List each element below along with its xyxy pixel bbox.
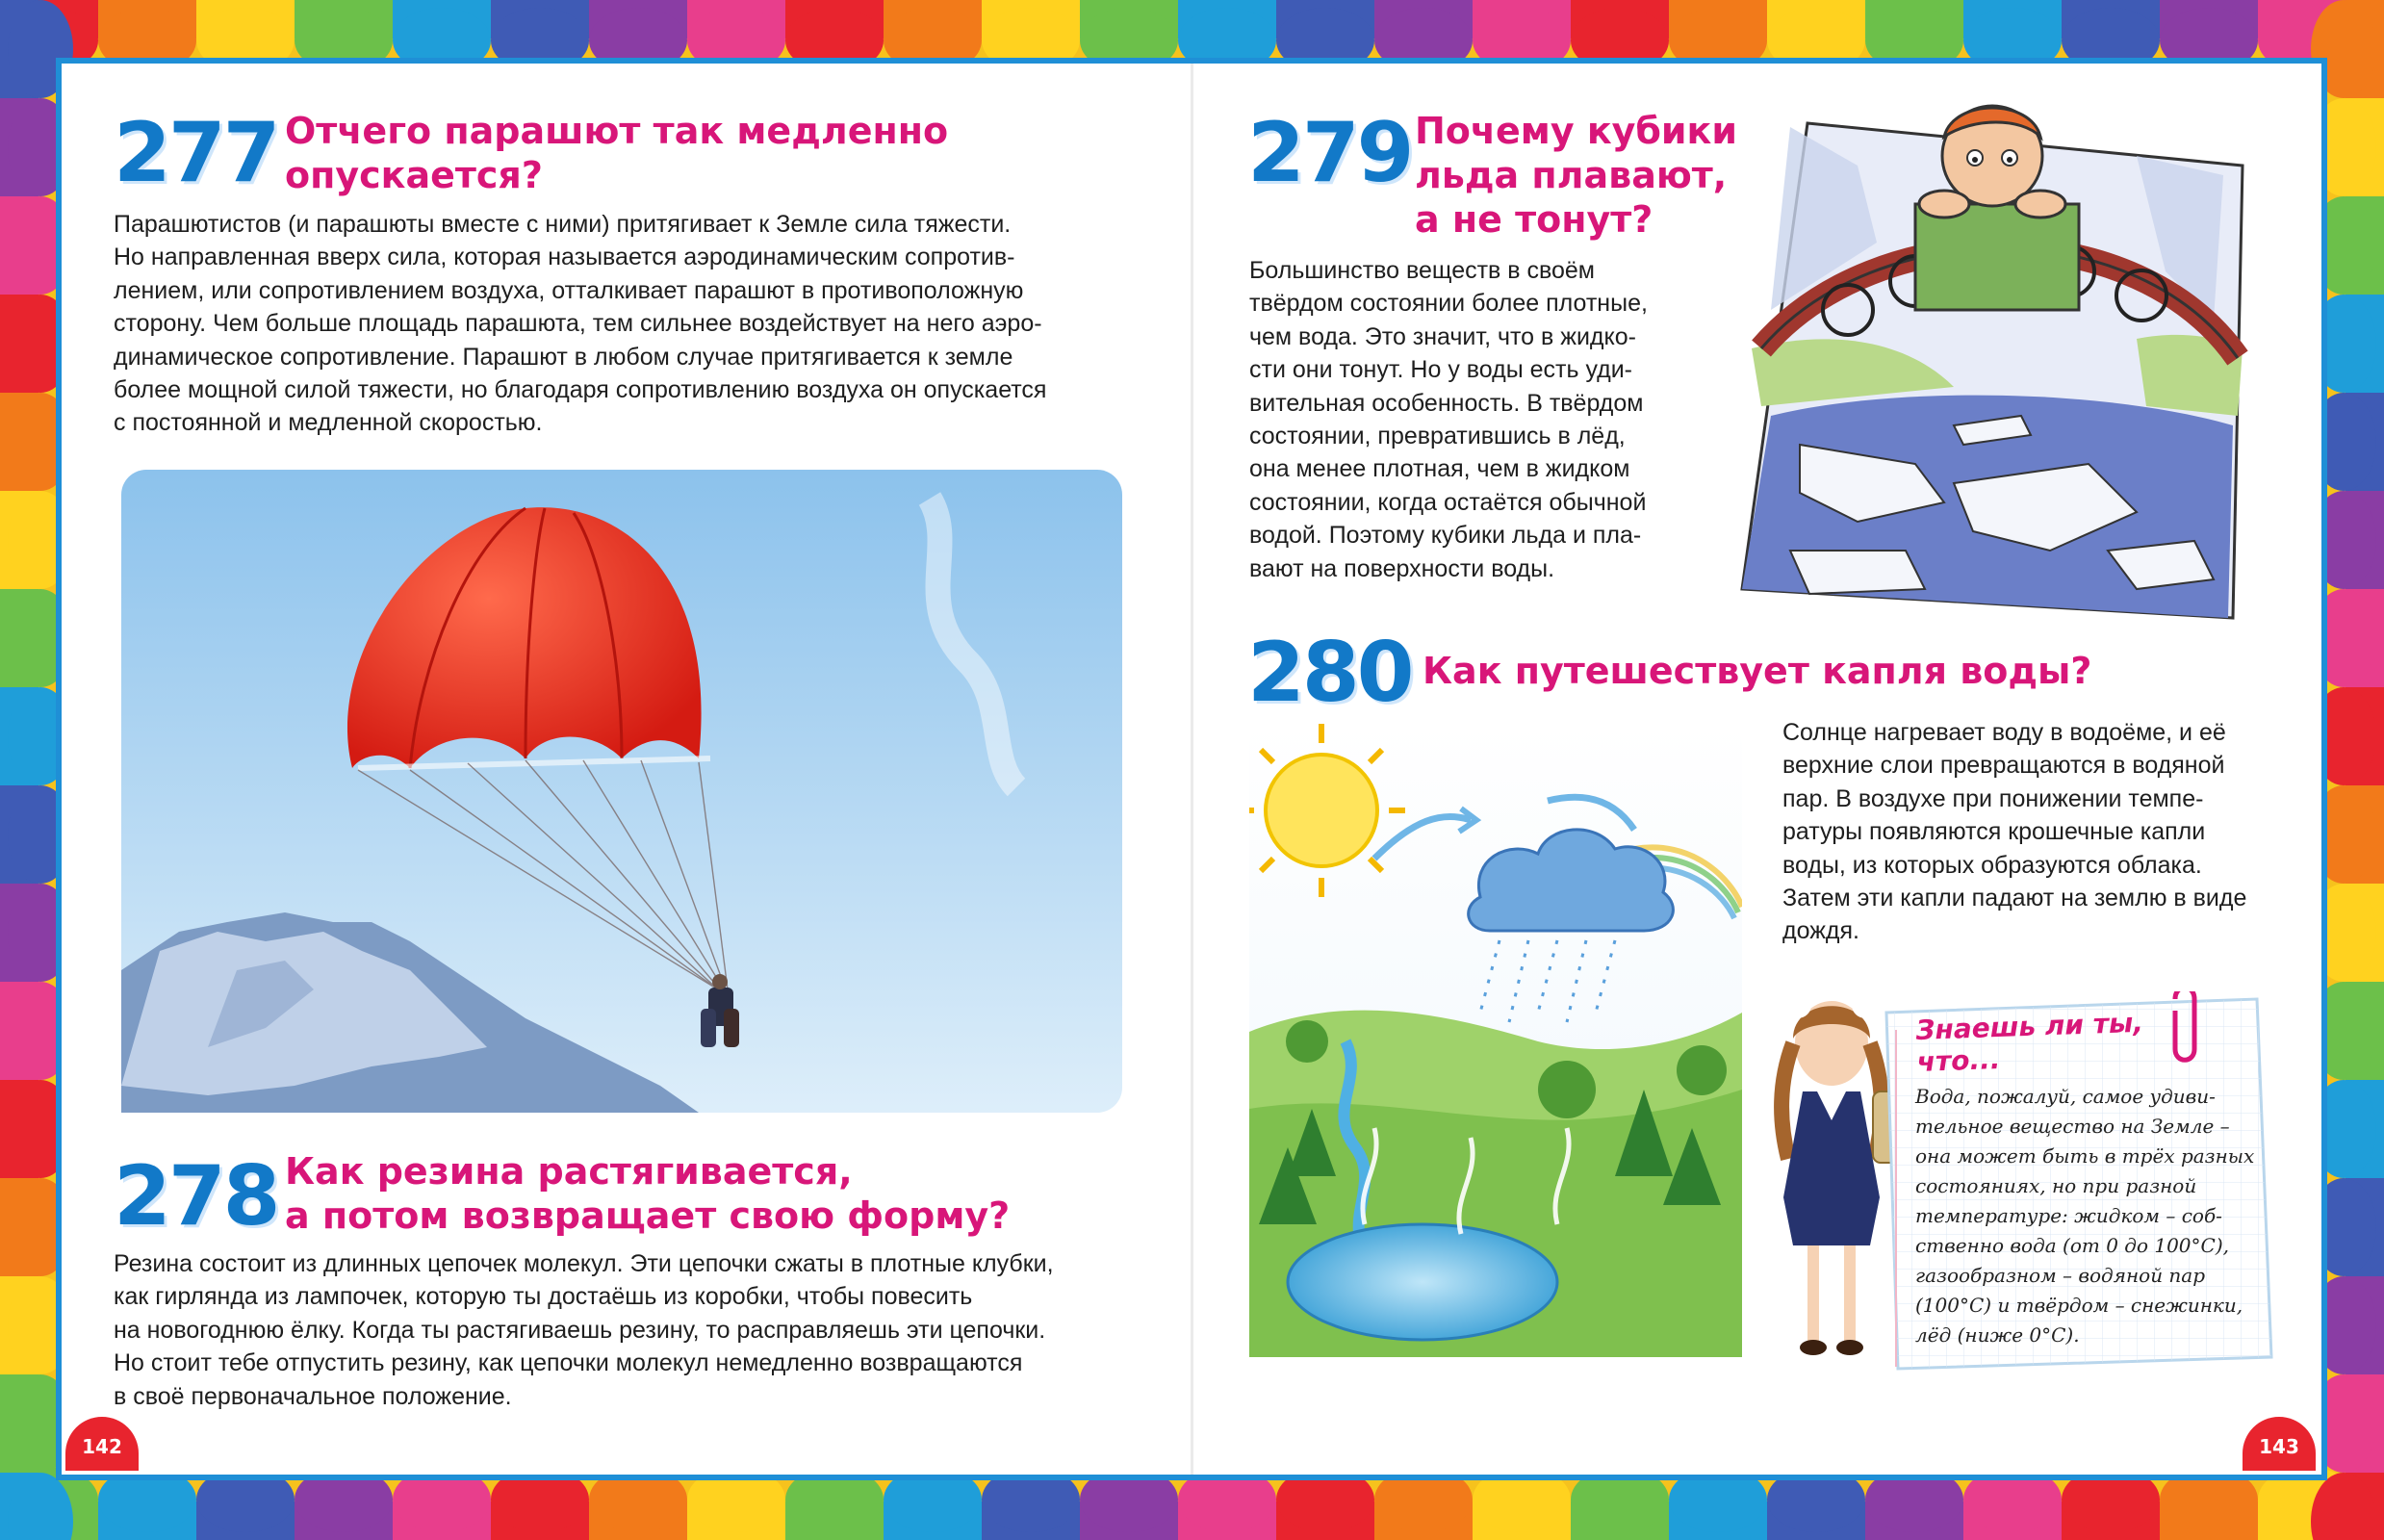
text-line: (100°С) и твёрдом – снежинки, — [1915, 1294, 2243, 1317]
question-title-278 — [285, 1149, 1010, 1238]
text-line: температуре: жидком – соб- — [1915, 1204, 2222, 1227]
question-number-279: 279 — [1247, 105, 1412, 201]
text-line: Парашютистов (и парашюты вместе с ними) притягивает к Земле сила тяжести. — [114, 211, 1012, 238]
title-line: опускается? — [285, 154, 543, 196]
text-line: на новогоднюю ёлку. Когда ты растягиваешь резину, то расправляешь эти цепочки. — [114, 1316, 1046, 1344]
text-line: в своё первоначальное положение. — [114, 1382, 512, 1410]
text-line: динамическое сопротивление. Парашют в любом случае притягивается к земле — [114, 343, 1013, 371]
title-line: Отчего парашют так медленно — [285, 110, 949, 152]
answer-text-277 — [114, 208, 1134, 440]
page-number-left: 142 — [65, 1417, 139, 1471]
text-line: верхние слои превращаются в водяной — [1782, 752, 2225, 780]
parachute-photo — [121, 470, 1122, 1113]
text-line: Солнце нагревает воду в водоёме, и её — [1782, 719, 2226, 746]
text-line: вают на поверхности воды. — [1249, 554, 1555, 582]
question-title-279 — [1415, 109, 1737, 242]
text-line: пар. В воздухе при понижении темпе- — [1782, 784, 2204, 812]
title-line: Знаешь ли ты, — [1915, 1006, 2144, 1046]
did-you-know-title — [1915, 1007, 2145, 1078]
boy-on-bridge-illustration — [1732, 98, 2271, 637]
text-line: воды, из которых образуются облака. — [1782, 851, 2202, 879]
question-title-277 — [285, 109, 948, 197]
text-line: Но направленная вверх сила, которая называется аэродинамическим сопротив- — [114, 244, 1015, 271]
text-line: ратуры появляются крошечные капли — [1782, 818, 2206, 846]
text-line: сторону. Чем больше площадь парашюта, тем сильнее воздействует на него аэро- — [114, 310, 1042, 338]
text-line: чем вода. Это значит, что в жидко- — [1249, 322, 1636, 350]
question-number-280: 280 — [1247, 625, 1412, 721]
water-cycle-illustration — [1249, 724, 1742, 1357]
text-line: состоянии, превратившись в лёд, — [1249, 423, 1626, 450]
text-line: тельное вещество на Земле – — [1915, 1115, 2230, 1138]
title-line: Почему кубики — [1415, 110, 1737, 152]
title-line: что... — [1916, 1042, 2001, 1078]
question-title-280: Как путешествует капля воды? — [1423, 650, 2092, 692]
text-line: Затем эти капли падают на землю в виде — [1782, 885, 2247, 912]
text-line: водой. Поэтому кубики льда и пла- — [1249, 522, 1642, 550]
title-line: а не тонут? — [1415, 198, 1653, 241]
text-line: твёрдом состоянии более плотные, — [1249, 290, 1648, 318]
text-line: состоянии, когда остаётся обычной — [1249, 488, 1647, 516]
text-line: она может быть в трёх разных — [1915, 1144, 2255, 1168]
text-line: Резина состоит из длинных цепочек молекул. Эти цепочки сжаты в плотные клубки, — [114, 1250, 1054, 1277]
text-line: газообразном – водяной пар — [1915, 1264, 2206, 1287]
did-you-know-text — [1915, 1082, 2271, 1350]
text-line: Но стоит тебе отпустить резину, как цепочки молекул немедленно возвращаются — [114, 1349, 1023, 1377]
text-line: дождя. — [1782, 917, 1860, 945]
question-number-277: 277 — [114, 105, 278, 201]
answer-text-280 — [1782, 716, 2302, 948]
question-number-278: 278 — [114, 1148, 278, 1245]
text-line: лением, или сопротивлением воздуха, отталкивает парашют в противоположную — [114, 276, 1024, 304]
text-line: Большинство веществ в своём — [1249, 257, 1595, 284]
text-line: более мощной силой тяжести, но благодаря сопротивлению воздуха он опускается — [114, 376, 1047, 404]
text-line: ственно вода (от 0 до 100°С), — [1915, 1234, 2229, 1257]
title-line: а потом возвращает свою форму? — [285, 1194, 1011, 1237]
title-line: льда плавают, — [1415, 154, 1728, 196]
text-line: Вода, пожалуй, самое удиви- — [1915, 1085, 2216, 1108]
title-line: Как резина растягивается, — [285, 1150, 853, 1193]
text-line: лёд (ниже 0°С). — [1915, 1323, 2080, 1347]
text-line: сти они тонут. Но у воды есть уди- — [1249, 356, 1633, 384]
text-line: вительная особенность. В твёрдом — [1249, 389, 1644, 417]
book-spine — [1191, 58, 1193, 1480]
text-line: как гирлянда из лампочек, которую ты достаёшь из коробки, чтобы повесить — [114, 1283, 973, 1311]
page-number-right: 143 — [2243, 1417, 2316, 1471]
answer-text-278 — [114, 1247, 1134, 1413]
text-line: она менее плотная, чем в жидком — [1249, 455, 1630, 483]
text-line: с постоянной и медленной скоростью. — [114, 409, 543, 437]
text-line: состояниях, но при разной — [1915, 1174, 2197, 1197]
answer-text-279 — [1249, 254, 1692, 585]
